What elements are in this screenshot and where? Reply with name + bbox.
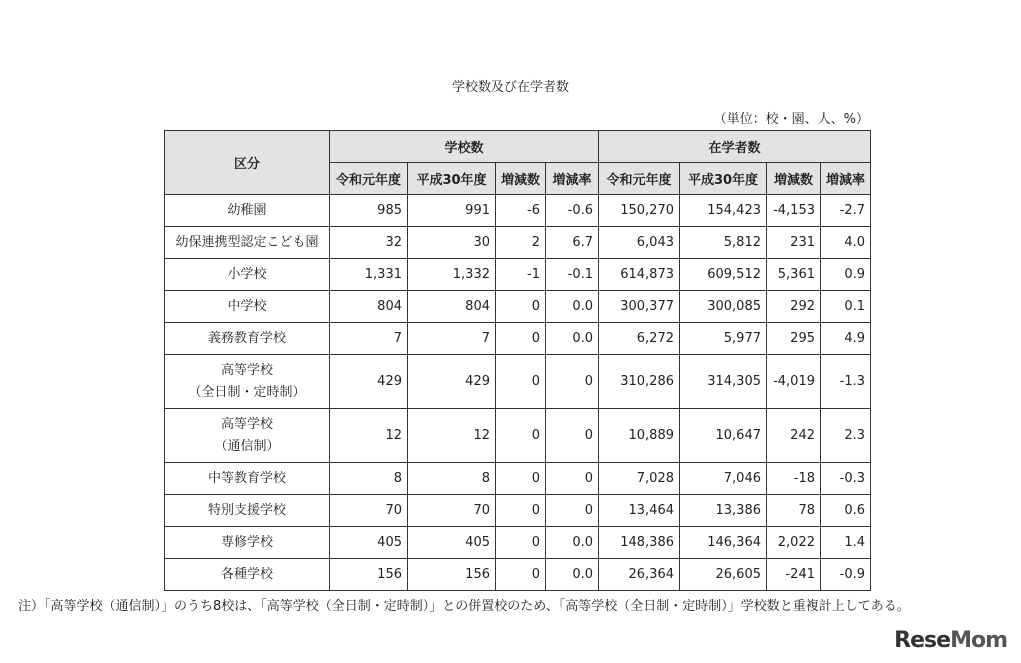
table-cell: -2.7 (821, 195, 871, 227)
table-cell: 13,386 (680, 495, 767, 527)
table-cell: 4.9 (821, 323, 871, 355)
table-cell: 310,286 (599, 355, 680, 409)
table-cell: -4,153 (767, 195, 821, 227)
table-row (165, 323, 871, 355)
table-cell: 429 (408, 355, 496, 409)
table-cell: 0 (496, 463, 546, 495)
table-row (165, 355, 871, 409)
table-cell: 2 (496, 227, 546, 259)
table-cell: -0.9 (821, 559, 871, 591)
table-cell: 0 (496, 495, 546, 527)
subheader: 令和元年度 (599, 163, 680, 195)
table-cell: 70 (408, 495, 496, 527)
row-label-line: 幼保連携型認定こども園 (175, 234, 319, 250)
table-cell: 292 (767, 291, 821, 323)
row-label (165, 527, 330, 559)
table-cell: 1,331 (330, 259, 408, 291)
table-cell: 0.6 (821, 495, 871, 527)
table-cell: 804 (408, 291, 496, 323)
row-label-line: 義務教育学校 (207, 330, 286, 346)
row-label (165, 227, 330, 259)
table-row (165, 259, 871, 291)
row-label-line: 中等教育学校 (207, 470, 286, 486)
table-cell: 0.9 (821, 259, 871, 291)
table-cell: 0 (496, 291, 546, 323)
table-cell: 242 (767, 409, 821, 463)
table-cell: 5,812 (680, 227, 767, 259)
table-cell: 12 (408, 409, 496, 463)
table-row (165, 409, 871, 463)
table-cell: 154,423 (680, 195, 767, 227)
subheader: 増減率 (821, 163, 871, 195)
table-cell: 12 (330, 409, 408, 463)
table-cell: 4.0 (821, 227, 871, 259)
table-cell: -1.3 (821, 355, 871, 409)
table-cell: 8 (408, 463, 496, 495)
row-label-line: 中学校 (227, 298, 267, 314)
table-cell: 1.4 (821, 527, 871, 559)
table-cell: 7,046 (680, 463, 767, 495)
table-cell: -0.1 (546, 259, 599, 291)
row-label (165, 195, 330, 227)
table-cell: 78 (767, 495, 821, 527)
table-cell: 0 (546, 355, 599, 409)
row-label (165, 323, 330, 355)
table-cell: 614,873 (599, 259, 680, 291)
table-cell: 300,085 (680, 291, 767, 323)
table-cell: 0.0 (546, 559, 599, 591)
header-category: 区分 (165, 131, 330, 195)
table-cell: 0.1 (821, 291, 871, 323)
table-cell: -6 (496, 195, 546, 227)
table-title: 学校数及び在学者数 (451, 80, 569, 95)
subheader: 増減率 (546, 163, 599, 195)
table-cell: 2.3 (821, 409, 871, 463)
table-cell: -1 (496, 259, 546, 291)
header-students: 在学者数 (599, 131, 871, 163)
table-cell: 429 (330, 355, 408, 409)
row-label (165, 259, 330, 291)
table-cell: 314,305 (680, 355, 767, 409)
subheader: 平成30年度 (408, 163, 496, 195)
table-cell: 5,977 (680, 323, 767, 355)
table-cell: 5,361 (767, 259, 821, 291)
table-cell: 609,512 (680, 259, 767, 291)
table-cell: 148,386 (599, 527, 680, 559)
row-label (165, 291, 330, 323)
row-label-line: 高等学校 (220, 362, 273, 378)
table-cell: 991 (408, 195, 496, 227)
footnote: 注）「高等学校（通信制）」のうち8校は、「高等学校（全日制・定時制）」との併置校のため、「高等学校（全日制・定時制）」学校数と重複計上してある。 (18, 599, 910, 614)
table-cell: -0.3 (821, 463, 871, 495)
table-cell: 30 (408, 227, 496, 259)
table-cell: 26,605 (680, 559, 767, 591)
table-cell: 6,043 (599, 227, 680, 259)
table-row (165, 527, 871, 559)
row-label-line: 特別支援学校 (207, 502, 286, 518)
table-cell: 0 (496, 559, 546, 591)
row-label (165, 355, 330, 409)
table-cell: 13,464 (599, 495, 680, 527)
row-label (165, 463, 330, 495)
table-row (165, 495, 871, 527)
table-cell: 0 (496, 355, 546, 409)
table-cell: 7 (408, 323, 496, 355)
unit-label: （単位：校・園、人、%） (713, 112, 869, 127)
table-cell: 0 (496, 323, 546, 355)
table-cell: 70 (330, 495, 408, 527)
row-label (165, 409, 330, 463)
table-cell: 8 (330, 463, 408, 495)
table-cell: 156 (408, 559, 496, 591)
table-cell: 150,270 (599, 195, 680, 227)
table-cell: 32 (330, 227, 408, 259)
table-cell: -0.6 (546, 195, 599, 227)
subheader: 増減数 (767, 163, 821, 195)
row-label-line: 高等学校 (220, 416, 273, 432)
table-row (165, 291, 871, 323)
table-cell: 985 (330, 195, 408, 227)
row-label-line: 幼稚園 (227, 202, 267, 218)
table-cell: 0 (546, 495, 599, 527)
schools-table (164, 130, 871, 591)
table-cell: 0 (546, 409, 599, 463)
table-cell: 295 (767, 323, 821, 355)
table-cell: 405 (408, 527, 496, 559)
table-row (165, 559, 871, 591)
table-cell: 26,364 (599, 559, 680, 591)
table-cell: -4,019 (767, 355, 821, 409)
table-cell: 0.0 (546, 323, 599, 355)
row-label-line: 各種学校 (220, 566, 273, 582)
table-cell: 0 (496, 527, 546, 559)
table-row (165, 195, 871, 227)
table-row (165, 463, 871, 495)
table-cell: 0.0 (546, 527, 599, 559)
subheader: 平成30年度 (680, 163, 767, 195)
subheader: 令和元年度 (330, 163, 408, 195)
subheader: 増減数 (496, 163, 546, 195)
table-cell: 10,647 (680, 409, 767, 463)
table-cell: 0.0 (546, 291, 599, 323)
header-schools: 学校数 (330, 131, 599, 163)
table-cell: -241 (767, 559, 821, 591)
table-cell: 804 (330, 291, 408, 323)
table-cell: 0 (496, 409, 546, 463)
row-label-line: （通信制） (214, 438, 280, 454)
row-label (165, 495, 330, 527)
row-label (165, 559, 330, 591)
table-cell: 146,364 (680, 527, 767, 559)
table-cell: -18 (767, 463, 821, 495)
table-cell: 0 (546, 463, 599, 495)
row-label-line: （全日制・定時制） (188, 384, 306, 400)
table-cell: 1,332 (408, 259, 496, 291)
table-cell: 6,272 (599, 323, 680, 355)
table-cell: 6.7 (546, 227, 599, 259)
table-cell: 10,889 (599, 409, 680, 463)
row-label-line: 小学校 (227, 266, 267, 282)
row-label-line: 専修学校 (220, 534, 273, 550)
table-cell: 156 (330, 559, 408, 591)
table-cell: 7,028 (599, 463, 680, 495)
resemom-logo: ReseMom (894, 628, 1007, 653)
table-row (165, 227, 871, 259)
table-cell: 2,022 (767, 527, 821, 559)
table-cell: 300,377 (599, 291, 680, 323)
table-cell: 405 (330, 527, 408, 559)
table-cell: 231 (767, 227, 821, 259)
table-cell: 7 (330, 323, 408, 355)
